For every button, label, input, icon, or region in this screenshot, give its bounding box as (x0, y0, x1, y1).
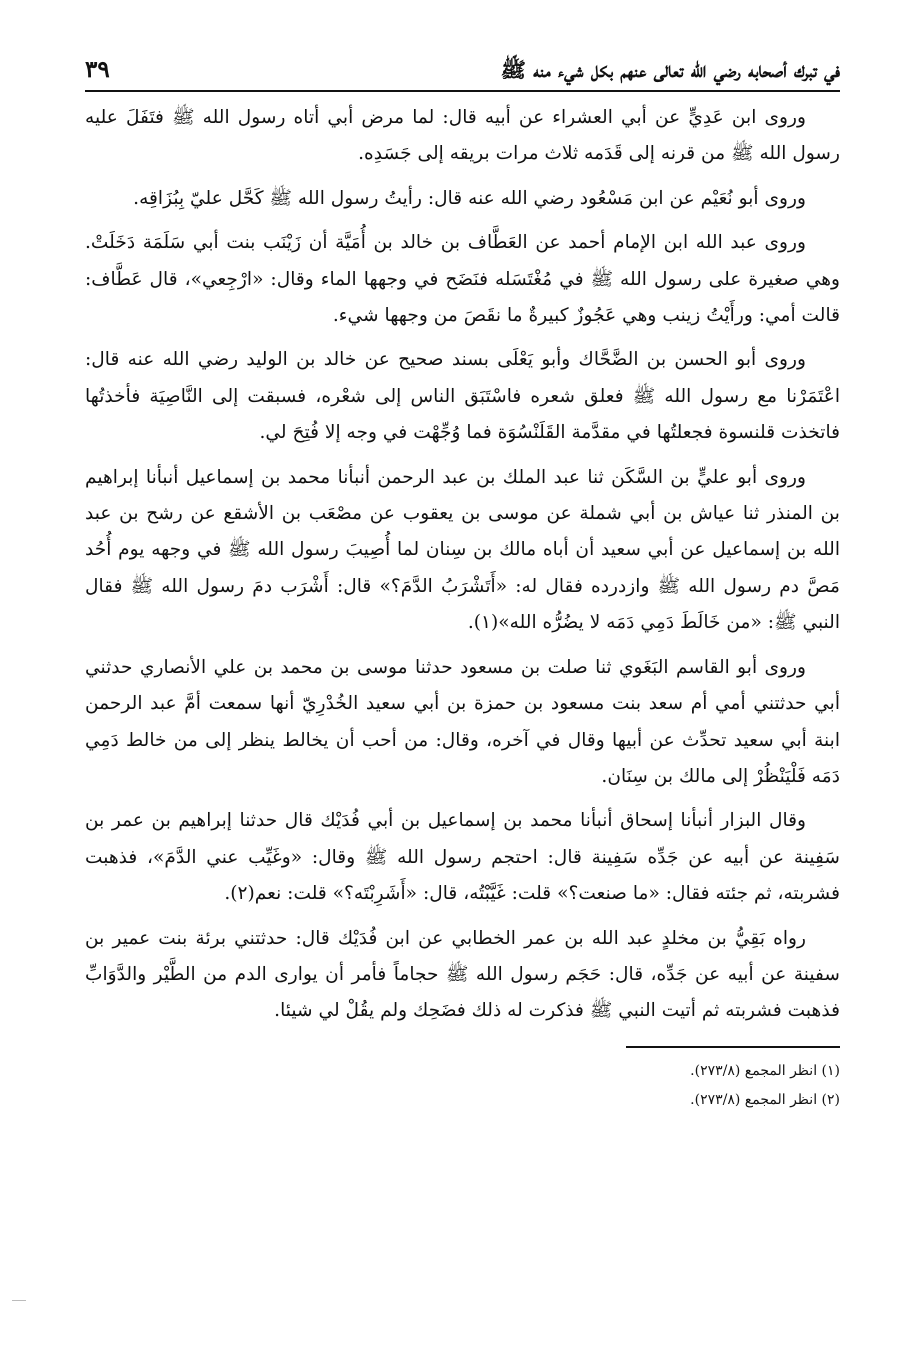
paragraph: وروى ابن عَدِيٍّ عن أبي العشراء عن أبيه قال: لما مرض أبي أتاه رسول الله ﷺ فتَفَلَ عليه رسول الله ﷺ من قرنه إلى قَدَمه ثلاث مرات بريقه إلى جَسَدِه. (85, 107, 840, 165)
scan-edge-mark (12, 1300, 26, 1301)
paragraph: وروى أبو عليٍّ بن السَّكَن ثنا عبد الملك بن عبد الرحمن أنبأنا محمد بن إسماعيل أنبأنا إبراهيم بن المنذر ثنا عياش بن أبي شملة عن موسى بن يعقوب عن مصْعَب بن الأشقع عن رشح بن عبد الله بن إسماعيل عن أبي سعيد أن أباه مالك بن سِنان لما أُصِيبَ رسول الله ﷺ في وجهه يوم أُحُد مَصَّ دم رسول الله ﷺ وازدرده فقال له: «أَتَشْرَبُ الدَّمَ؟» قال: أَشْرَب دمَ رسول الله ﷺ فقال النبي ﷺ: «من خَالَطَ دَمِي دَمَه لا يضُرُّه الله»(١). (85, 466, 840, 634)
main-text (85, 100, 840, 1030)
footnote: (١) انظر المجمع (٢٧٣/٨). (690, 1062, 840, 1079)
page-header (85, 38, 840, 92)
paragraph: وروى أبو القاسم البَغَوي ثنا صلت بن مسعود حدثنا موسى بن محمد بن علي الأنصاري حدثني أبي حدثتني أمي أم سعد بنت مسعود بن حمزة بن أبي سعيد الخُدْرِيّ أنها سمعت أمَّ عبد الرحمن ابنة أبي سعيد تحدِّث عن أبيها وقال في آخره، وقال: من أحب أن يخالط ينظر إلى من خالط دَمِي دَمَه فَلْيَنْظُرْ إلى مالك بن سِنَان. (85, 656, 840, 787)
footnote-divider (626, 1046, 840, 1048)
paragraph: وروى أبو نُعَيْم عن ابن مَسْعُود رضي الله عنه قال: رأيتُ رسول الله ﷺ كَحَّل عليّ بِبُزَاقِه. (133, 187, 806, 209)
footnotes (85, 1060, 840, 1112)
running-title: في تبرك أصحابه رضي الله تعالى عنهم بكل شيء منه ﷺ (500, 57, 840, 82)
paragraph: وقال البزار أنبأنا إسحاق أنبأنا محمد بن إسماعيل بن أبي فُدَيْك قال حدثنا إبراهيم بن عمر بن سَفِينة عن أبيه عن جَدِّه سَفِينة قال: احتجم رسول الله ﷺ وقال: «وغَيِّب عني الدَّمَ»، فذهبت فشربته، ثم جئته فقال: «ما صنعت؟» قلت: غَيَّبْتُه، قال: «أَشَرِبْتَه؟» قلت: نعم(٢). (85, 810, 840, 905)
page-number: ٣٩ (85, 56, 110, 83)
book-page (85, 38, 840, 1118)
paragraph: رواه بَقِيُّ بن مخلدٍ عبد الله بن عمر الخطابي عن ابن فُدَيْك قال: حدثتني برئة بنت عمير بن سفينة عن أبيه عن جَدِّه، قال: حَجَم رسول الله ﷺ حجاماً فأمر أن يوارى الدم من الطَّيْر والدَّوَابِّ فذهبت فشربته ثم أتيت النبي ﷺ فذكرت له ذلك فضَحِك ولم يقُلْ لي شيئا. (85, 927, 840, 1022)
footnote: (٢) انظر المجمع (٢٧٣/٨). (690, 1091, 840, 1108)
paragraph: وروى عبد الله ابن الإمام أحمد عن العَطَّاف بن خالد بن أُمَيَّة أن زَيْنَب بنت أبي سَلَمَة دَخَلَتْ. وهي صغيرة على رسول الله ﷺ في مُغْتَسَله فنَضَح في وجهها الماء وقال: «ارْجِعي»، قال عَطَّاف: قالت أمي: ورأَيْتُ زينب وهي عَجُوزٌ كبيرةٌ ما نقَصَ من وجهها شيء. (85, 232, 840, 327)
paragraph: وروى أبو الحسن بن الضَّحَّاك وأبو يَعْلَى بسند صحيح عن خالد بن الوليد رضي الله عنه قال: اعْتَمَرْنا مع رسول الله ﷺ فعلق شعره فاسْتَبَق الناس إلى شعْره، فسبقت إلى النَّاصِيَة فأخذتُها فاتخذت قلنسوة فجعلتُها في مقدَّمة القَلَنْسُوَة فما وُجِّهْت في وجه إلا فُتِحَ لي. (85, 349, 840, 444)
